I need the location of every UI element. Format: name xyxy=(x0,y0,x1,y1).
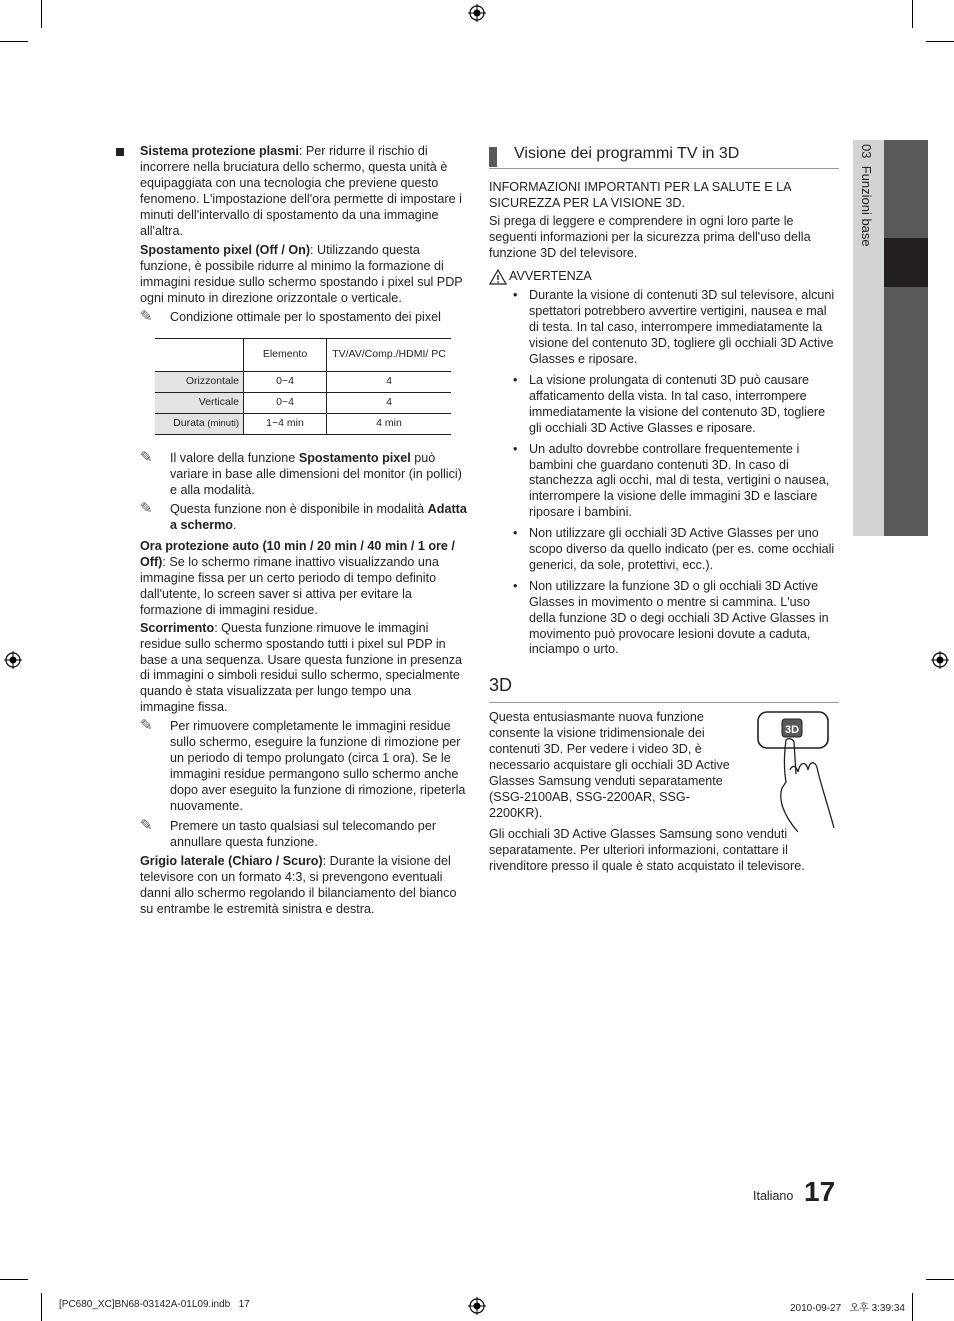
registration-mark-icon xyxy=(468,1297,486,1315)
registration-mark-icon xyxy=(4,651,22,669)
scrolling-paragraph: Scorrimento: Questa funzione rimuove le immagini residue sullo schermo spostando tutti i pixel sul PDP in base a una sequenza. Usare questa funzione in presenza di immagini o simboli residui sullo schermo, specialmente quando è stata visualizzata per lungo tempo una immagine fissa. xyxy=(140,620,463,715)
3d-paragraph: Questa entusiasmante nuova funzione consente la visione tridimensionale dei contenuti 3D. Per vedere i video 3D, è necessario acquistare gli occhiali 3D Active Glasses Samsung venduti separatamente (SSG-2100AB, SSG-2200AR, SSG-2200KR). xyxy=(489,710,730,820)
crop-mark xyxy=(926,41,954,42)
warning-icon xyxy=(489,269,507,285)
table-cell: 4 min xyxy=(327,413,452,434)
file-info: [PC680_XC]BN68-03142A-01L09.indb 17 xyxy=(59,1299,250,1310)
note: ✎ Per rimuovere completamente le immagini residue sullo schermo, eseguire la funzione di rimozione per un periodo di tempo prolungato (circa 1 ora). Se le immagini residue permangono sullo schermo anche dopo aver eseguito la funzione di rimozione, ripeterla nuovamente. xyxy=(140,717,466,813)
right-column xyxy=(489,144,839,874)
crop-mark xyxy=(0,1279,28,1280)
table-row xyxy=(155,392,451,413)
note: ✎ Questa funzione non è disponibile in modalità Adatta a schermo. xyxy=(140,500,467,533)
left-column xyxy=(116,144,468,918)
crop-mark xyxy=(926,1279,954,1280)
warning-heading: AVVERTENZA xyxy=(489,269,839,285)
3d-description xyxy=(489,710,839,821)
remote-3d-button-icon xyxy=(754,710,840,834)
chapter-marker xyxy=(884,238,928,287)
page-footer xyxy=(740,1178,840,1212)
pencil-note-icon: ✎ xyxy=(140,308,153,326)
3d-paragraph-2: Gli occhiali 3D Active Glasses Samsung sono venduti separatamente. Per ulteriori informazioni, contattare il rivenditore presso il quale è stato acquistato il televisore. xyxy=(489,826,805,873)
table-row xyxy=(155,413,451,434)
pencil-note-icon: ✎ xyxy=(140,816,153,834)
table-header-row xyxy=(155,338,451,371)
list-item: • Non utilizzare la funzione 3D o gli occhiali 3D Active Glasses in movimento o mentre si cammina. L'uso della funzione 3D o degi occhiali 3D Active Glasses in movimento può provocare lesioni dovute a caduta, inciampo o urto. xyxy=(513,578,829,657)
registration-mark-icon xyxy=(931,651,949,669)
side-grey-paragraph: Grigio laterale (Chiaro / Scuro): Durante la visione del televisore con un formato 4:3, si prevengono eventuali danni allo schermo regolando il bilanciamento del bianco su entrambe le estremità sinistra e destra. xyxy=(140,854,457,917)
important-intro: Si prega di leggere e comprendere in ogni loro parte le seguenti informazioni per la sicurezza prima dell'uso della funzione 3D del televisore. xyxy=(489,213,811,260)
svg-text:3D: 3D xyxy=(784,724,800,737)
language-label: Italiano xyxy=(753,1189,794,1203)
square-bullet-icon xyxy=(116,148,124,156)
pixel-shift-table xyxy=(155,338,451,435)
pencil-note-icon: ✎ xyxy=(140,448,153,466)
note: ✎ Premere un tasto qualsiasi sul telecomando per annullare questa funzione. xyxy=(140,816,437,849)
crop-mark xyxy=(41,1293,42,1321)
table-cell: 0~4 xyxy=(244,371,327,392)
section-title: Visione dei programmi TV in 3D xyxy=(514,145,740,162)
chapter-number: 03 xyxy=(859,144,874,159)
page-number: 17 xyxy=(804,1176,836,1207)
registration-mark-icon xyxy=(468,4,486,22)
print-timestamp: 2010-09-27 오후 3:39:34 xyxy=(790,1303,905,1314)
section-marker-icon xyxy=(489,147,497,167)
chapter-label xyxy=(859,144,874,247)
list-item: • Durante la visione di contenuti 3D sul televisore, alcuni spettatori potrebbero avvertire vertigini, nausea e mal di testa. In tal caso, interrompere immediatamente la visione del contenuto 3D, togliere gli occhiali 3D Active Glasses e riposare. xyxy=(513,288,835,367)
table-cell: 1~4 min xyxy=(244,413,327,434)
table-cell: 4 xyxy=(327,371,452,392)
table-cell: Verticale xyxy=(155,392,244,413)
table-header-cell: TV/AV/Comp./HDMI/ PC xyxy=(327,338,452,371)
crop-mark xyxy=(41,0,42,28)
section-header xyxy=(489,144,839,169)
chapter-side-tab xyxy=(853,140,928,536)
table-cell: 4 xyxy=(327,392,452,413)
table-cell: Durata (minuti) xyxy=(155,413,244,434)
table-cell: 0~4 xyxy=(244,392,327,413)
section-title: 3D xyxy=(489,675,513,696)
auto-protection-paragraph: Ora protezione auto (10 min / 20 min / 40 min / 1 ore / Off): Se lo schermo rimane inattivo visualizzando una immagine fissa per un certo periodo di tempo definito dall'utente, lo screen saver si attiva per evitare la formazione di immagini residue. xyxy=(140,539,455,617)
pencil-note-icon: ✎ xyxy=(140,717,153,735)
pixel-shift-paragraph: Spostamento pixel (Off / On): Utilizzando questa funzione, è possibile ridurre al minimo la formazione di immagini residue sullo schermo spostando i pixel sul PDP ogni minuto in direzione orizzontale o verticale. xyxy=(140,243,463,306)
table-row xyxy=(155,371,451,392)
list-item: • Non utilizzare gli occhiali 3D Active Glasses per uno scopo diverso da quello indicato (per es. come occhiali generici, da sole, protettivi, ecc.). xyxy=(513,526,835,572)
pencil-note-icon: ✎ xyxy=(140,500,153,518)
list-item xyxy=(116,144,468,918)
plasma-protection-paragraph: Sistema protezione plasmi: Per ridurre il rischio di incorrere nella bruciatura dello schermo, questa unità è equipaggiata con una tecnologia che previene questo fenomeno. L'impostazione dell'ora permette di impostare i minuti dell'intervallo di spostamento da una immagine all'altra. xyxy=(140,144,462,238)
crop-mark xyxy=(912,0,913,28)
table-header-cell: Elemento xyxy=(244,338,327,371)
important-heading: INFORMAZIONI IMPORTANTI PER LA SALUTE E LA SICUREZZA PER LA VISIONE 3D. xyxy=(489,180,791,210)
chapter-title: Funzioni base xyxy=(859,165,874,247)
table-cell: Orizzontale xyxy=(155,371,244,392)
list-item: • La visione prolungata di contenuti 3D può causare affaticamento della vista. In tal caso, interrompere immediatamente la visione del contenuto 3D, togliere gli occhiali 3D Active Glasses e riposare. xyxy=(513,372,826,435)
note: ✎ Condizione ottimale per lo spostamento dei pixel xyxy=(140,308,441,326)
crop-mark xyxy=(0,41,28,42)
section-header xyxy=(489,675,839,703)
list-item: • Un adulto dovrebbe controllare frequentemente i bambini che guardano contenuti 3D. In caso di stanchezza agli occhi, mal di testa, vertigini o nausea, interrompere la visione delle immagini 3D e lasciare riposare i bambini. xyxy=(513,441,830,520)
crop-mark xyxy=(912,1293,913,1321)
note: ✎ Il valore della funzione Spostamento pixel può variare in base alle dimensioni del monitor (in pollici) e alla modalità. xyxy=(140,448,462,497)
